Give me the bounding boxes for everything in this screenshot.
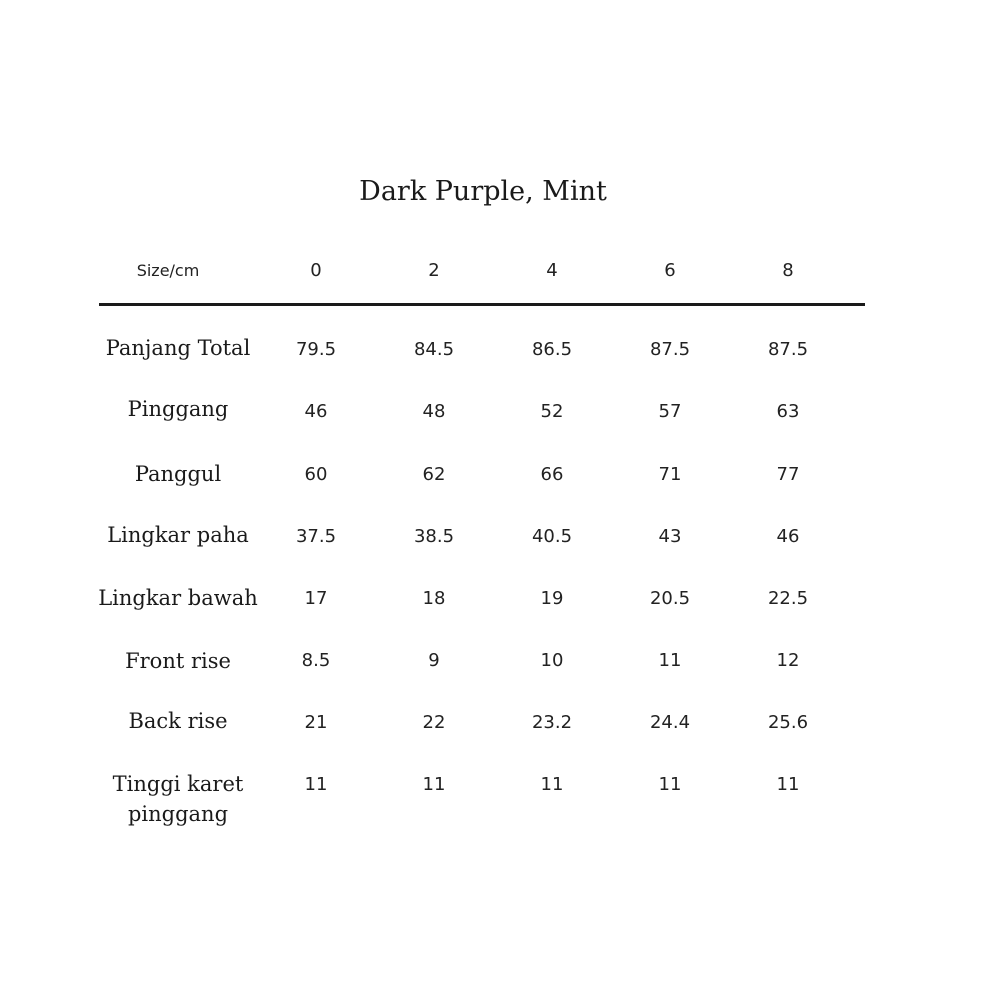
- row-label-lingkar-bawah: Lingkar bawah: [98, 586, 258, 610]
- table-cell: 11: [304, 774, 328, 795]
- table-cell: 86.5: [531, 339, 573, 360]
- table-cell: 22: [422, 712, 446, 733]
- table-cell: 11: [658, 774, 682, 795]
- table-cell: 9: [428, 650, 440, 671]
- table-cell: 71: [658, 464, 682, 485]
- table-cell: 20.5: [649, 588, 691, 609]
- table-cell: 66: [540, 464, 564, 485]
- table-cell: 62: [422, 464, 446, 485]
- row-label-front-rise: Front rise: [125, 649, 231, 673]
- table-cell: 11: [776, 774, 800, 795]
- table-cell: 77: [776, 464, 800, 485]
- row-label-line-1: Tinggi karet: [112, 772, 244, 796]
- table-cell: 46: [304, 401, 328, 422]
- table-cell: 43: [658, 526, 682, 547]
- table-cell: 11: [422, 774, 446, 795]
- header-divider: [99, 303, 865, 306]
- table-cell: 63: [776, 401, 800, 422]
- table-cell: 8.5: [301, 650, 331, 671]
- row-label-panggul: Panggul: [134, 462, 222, 486]
- table-cell: 23.2: [531, 712, 573, 733]
- row-label-tinggi-karet-pinggang: [93, 769, 263, 829]
- table-cell: 18: [422, 588, 446, 609]
- table-cell: 12: [776, 650, 800, 671]
- table-cell: 79.5: [295, 339, 337, 360]
- header-size-4: 4: [546, 260, 558, 281]
- header-size-label: Size/cm: [136, 261, 200, 280]
- table-cell: 22.5: [767, 588, 809, 609]
- table-cell: 48: [422, 401, 446, 422]
- table-cell: 84.5: [413, 339, 455, 360]
- row-label-back-rise: Back rise: [128, 709, 228, 733]
- table-cell: 46: [776, 526, 800, 547]
- table-cell: 10: [540, 650, 564, 671]
- row-label-panjang-total: Panjang Total: [105, 336, 251, 360]
- table-cell: 24.4: [649, 712, 691, 733]
- row-label-line-2: pinggang: [127, 802, 229, 826]
- table-cell: 17: [304, 588, 328, 609]
- table-cell: 40.5: [531, 526, 573, 547]
- table-cell: 19: [540, 588, 564, 609]
- header-size-2: 2: [428, 260, 440, 281]
- table-cell: 11: [658, 650, 682, 671]
- table-cell: 87.5: [649, 339, 691, 360]
- row-label-pinggang: Pinggang: [127, 397, 229, 421]
- chart-title: Dark Purple, Mint: [359, 176, 607, 207]
- row-label-lingkar-paha: Lingkar paha: [107, 523, 249, 547]
- header-size-8: 8: [782, 260, 794, 281]
- table-cell: 87.5: [767, 339, 809, 360]
- table-cell: 60: [304, 464, 328, 485]
- table-cell: 37.5: [295, 526, 337, 547]
- header-size-0: 0: [310, 260, 322, 281]
- table-cell: 57: [658, 401, 682, 422]
- table-cell: 21: [304, 712, 328, 733]
- table-cell: 25.6: [767, 712, 809, 733]
- table-cell: 11: [540, 774, 564, 795]
- table-cell: 52: [540, 401, 564, 422]
- header-size-6: 6: [664, 260, 676, 281]
- table-cell: 38.5: [413, 526, 455, 547]
